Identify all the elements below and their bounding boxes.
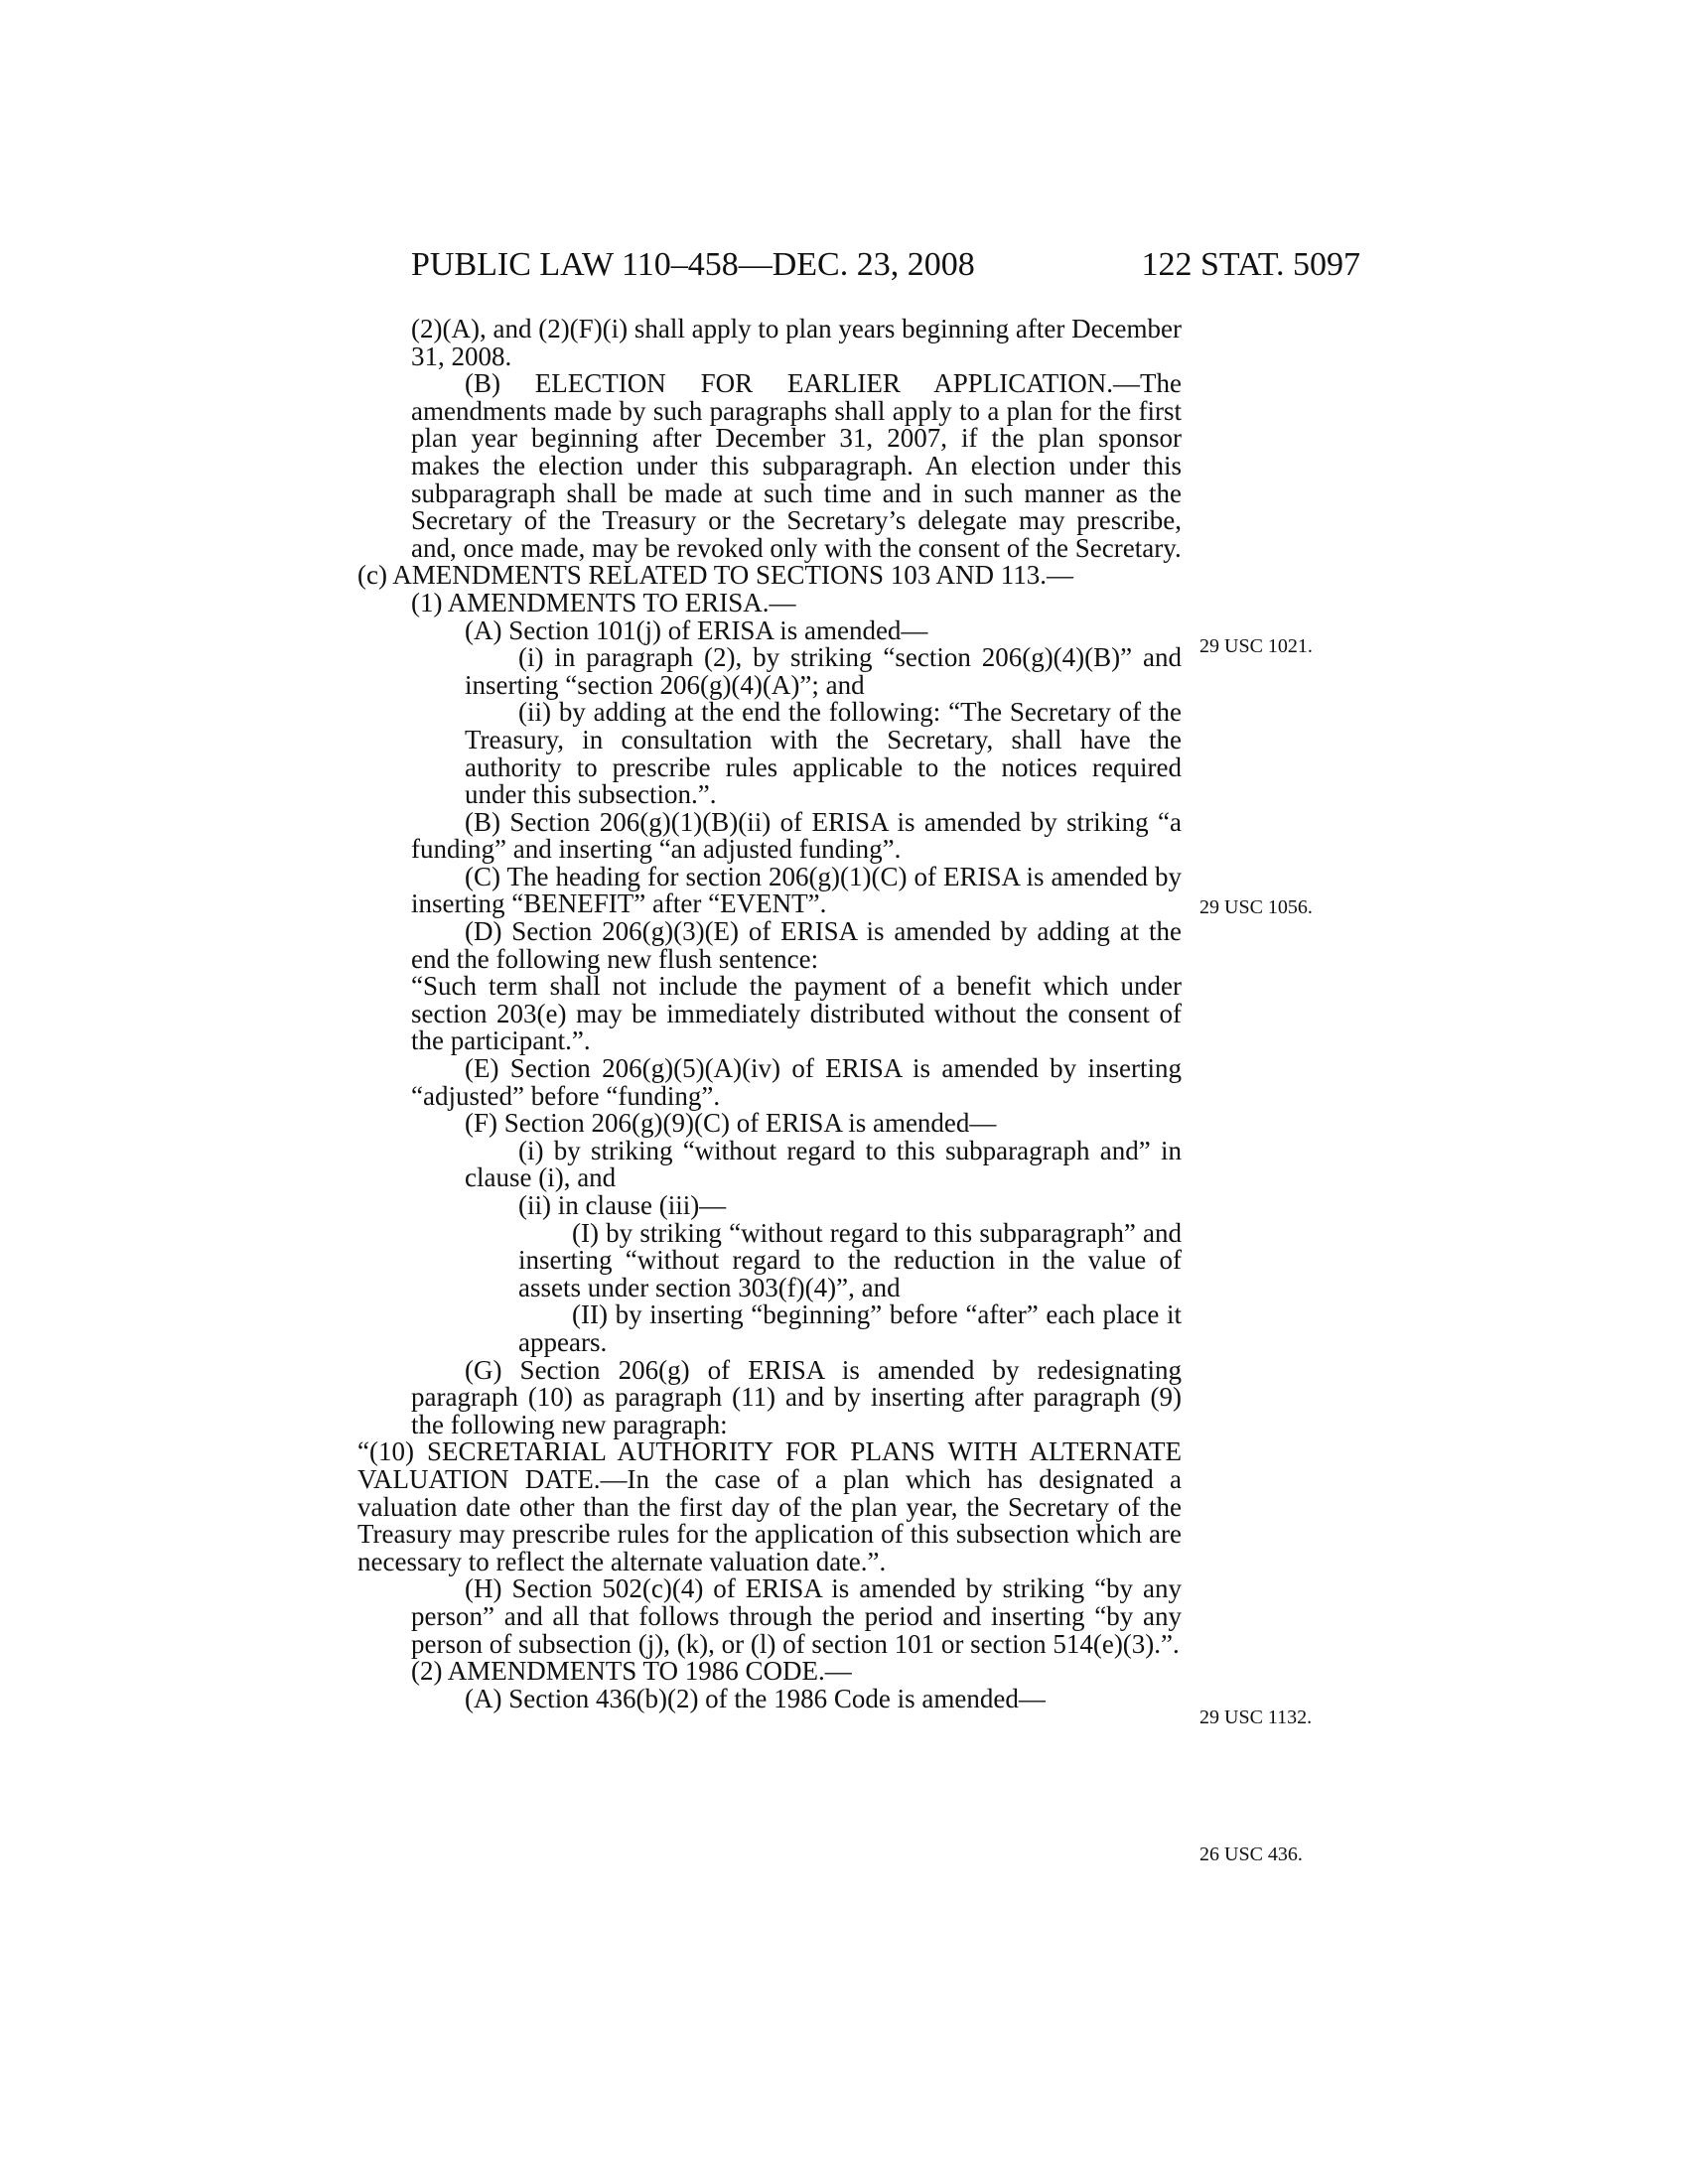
document-body: [357, 316, 1182, 1712]
paragraph: (2)(A), and (2)(F)(i) shall apply to plan years beginning after December 31, 2008.: [411, 314, 1182, 371]
subclause: (II) by inserting “beginning” before “after” each place it appears.: [518, 1299, 1182, 1357]
margin-note: 29 USC 1132.: [1199, 1706, 1313, 1728]
margin-note: 29 USC 1021.: [1199, 635, 1313, 657]
subclause: (I) by striking “without regard to this subparagraph” and inserting “without regard to the reduction in the value of assets under section 303(f)(4)”, and: [518, 1217, 1182, 1302]
paragraph-heading: (1) AMENDMENTS TO ERISA.—: [411, 587, 796, 617]
paragraph: (C) The heading for section 206(g)(1)(C) of ERISA is amended by inserting “BENEFIT” after “EVENT”.: [411, 861, 1182, 919]
stat-page-number: 122 STAT. 5097: [1141, 246, 1360, 283]
paragraph: (H) Section 502(c)(4) of ERISA is amended by striking “by any person” and all that follows through the period and inserting “by any person of subsection (j), (k), or (l) of section 101 or section 514(e)(3).”.: [411, 1573, 1182, 1659]
paragraph: (D) Section 206(g)(3)(E) of ERISA is amended by adding at the end the following new flush sentence:: [411, 916, 1182, 974]
clause: (ii) in clause (iii)—: [518, 1190, 727, 1220]
paragraph: (A) Section 436(b)(2) of the 1986 Code is amended—: [465, 1683, 1046, 1713]
paragraph: (A) Section 101(j) of ERISA is amended—: [465, 614, 928, 645]
margin-note: 26 USC 436.: [1199, 1843, 1303, 1865]
paragraph-heading: (2) AMENDMENTS TO 1986 CODE.—: [411, 1656, 852, 1687]
paragraph: (B) ELECTION FOR EARLIER APPLICATION.—The amendments made by such paragraphs shall apply to a plan for the first plan year beginning after December 31, 2007, if the plan sponsor makes the election under this subparagraph. An election under this subparagraph shall be made at such time and in such manner as the Secretary of the Treasury or the Secretary’s delegate may prescribe, and, once made, may be revoked only with the consent of the Secretary.: [411, 368, 1182, 563]
margin-note: 29 USC 1056.: [1199, 896, 1313, 918]
public-law-citation: PUBLIC LAW 110–458—DEC. 23, 2008: [411, 246, 975, 283]
paragraph: (G) Section 206(g) of ERISA is amended by redesignating paragraph (10) as paragraph (11) and by inserting after paragraph (9) the following new paragraph:: [411, 1354, 1182, 1439]
quoted-paragraph: “(10) SECRETARIAL AUTHORITY FOR PLANS WITH ALTERNATE VALUATION DATE.—In the case of a plan which has designated a valuation date other than the first day of the plan year, the Secretary of the Treasury may prescribe rules for the application of this subsection which are necessary to reflect the alternate valuation date.”.: [357, 1436, 1182, 1576]
paragraph: (E) Section 206(g)(5)(A)(iv) of ERISA is amended by inserting “adjusted” before “funding”.: [411, 1053, 1182, 1111]
clause: (i) in paragraph (2), by striking “section 206(g)(4)(B)” and inserting “section 206(g)(4)(A)”; and: [465, 642, 1182, 700]
paragraph: (F) Section 206(g)(9)(C) of ERISA is amended—: [465, 1108, 997, 1139]
clause: (ii) by adding at the end the following: “The Secretary of the Treasury, in consultation with the Secretary, shall have the authority to prescribe rules applicable to the notices required under this subsection.”.: [465, 697, 1182, 810]
paragraph: (B) Section 206(g)(1)(B)(ii) of ERISA is amended by striking “a funding” and inserting “an adjusted funding”.: [411, 806, 1182, 865]
page-header: [411, 246, 1360, 286]
flush-sentence: “Such term shall not include the payment of a benefit which under section 203(e) may be immediately distributed without the consent of the participant.”.: [411, 971, 1182, 1056]
clause: (i) by striking “without regard to this subparagraph and” in clause (i), and: [465, 1135, 1182, 1193]
subsection-heading: (c) AMENDMENTS RELATED TO SECTIONS 103 AND 113.—: [357, 560, 1073, 591]
